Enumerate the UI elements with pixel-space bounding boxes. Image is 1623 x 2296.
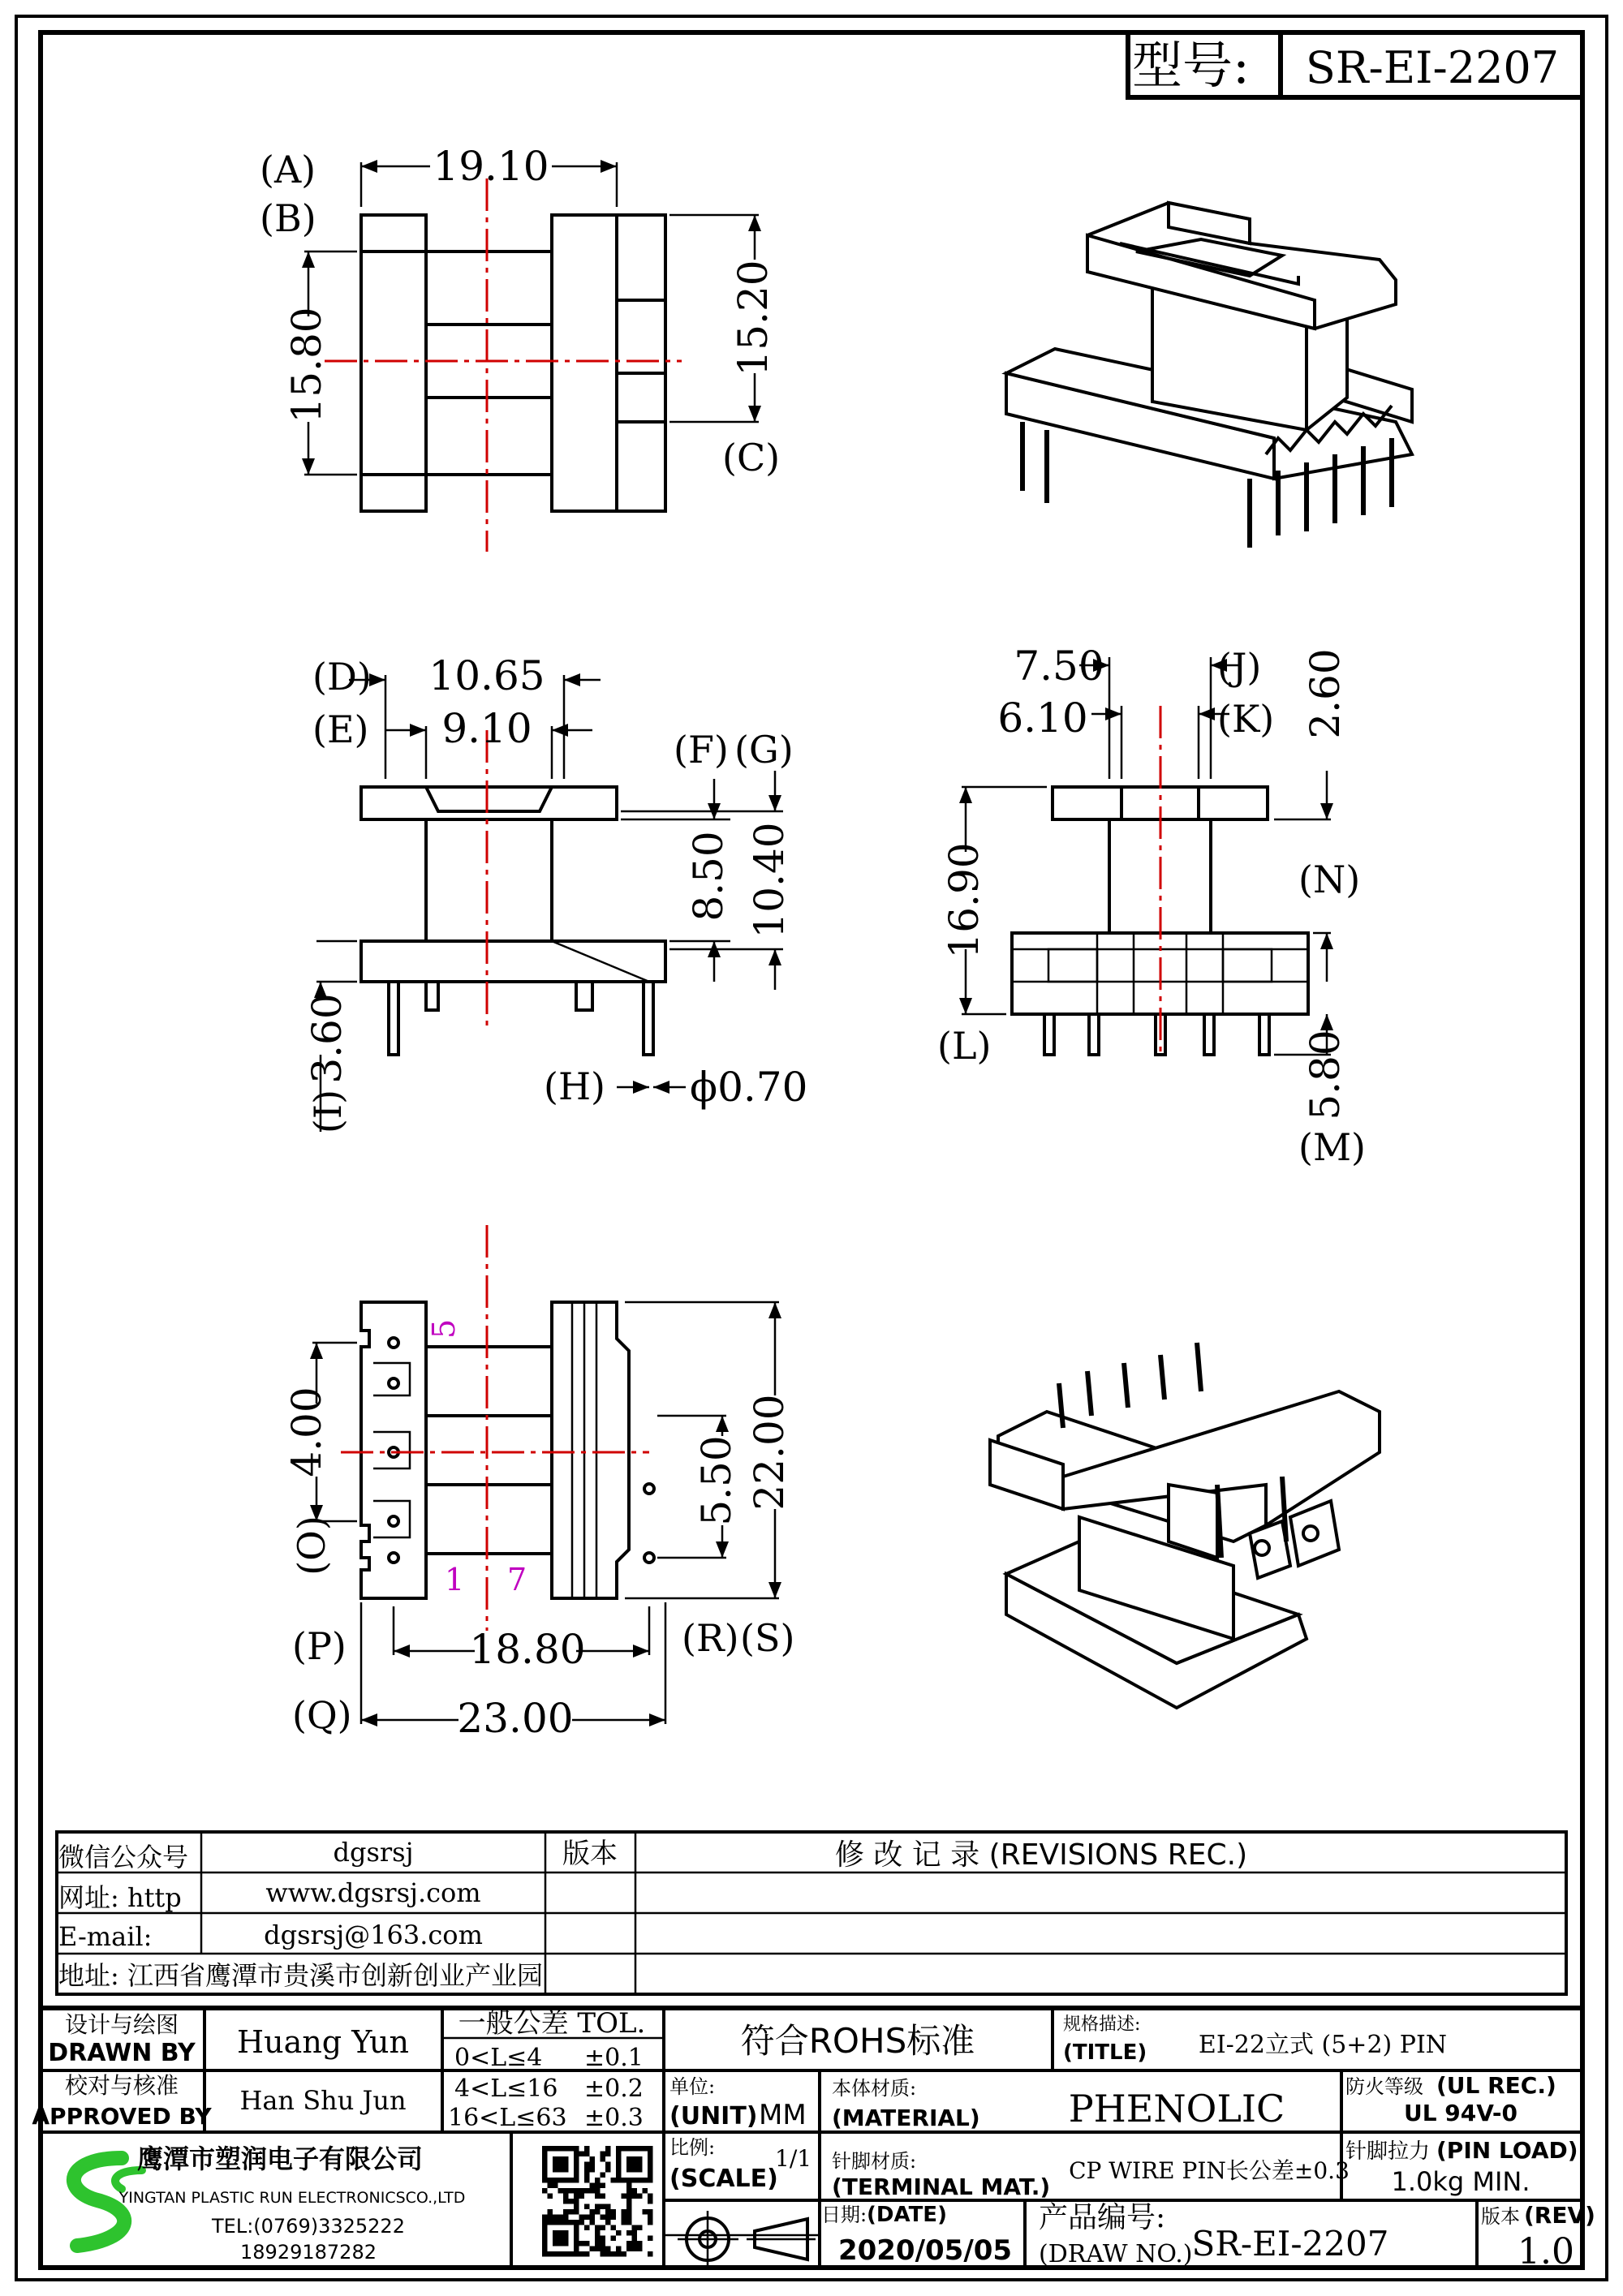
label-o: (O): [290, 1516, 334, 1576]
scale-en: (SCALE): [669, 2165, 778, 2193]
dim-d: 10.65: [428, 652, 545, 699]
date-cn: 日期:: [821, 2204, 867, 2226]
rev-cn: 版本: [1481, 2205, 1520, 2228]
dim-f: 8.50: [685, 831, 732, 922]
top-view: [304, 162, 759, 552]
label-b: (B): [260, 196, 316, 240]
company-name-en: YINGTAN PLASTIC RUN ELECTRONICSCO.,LTD: [118, 2189, 466, 2207]
label-f: (F): [674, 728, 729, 772]
date-value: 2020/05/05: [837, 2234, 1013, 2267]
scale-value: 1/1: [775, 2145, 812, 2172]
dim-s: 22.00: [746, 1394, 793, 1511]
model-value: SR-EI-2207: [1305, 42, 1560, 93]
tol-range-3: 16<L≤63: [448, 2104, 567, 2132]
material-cn: 本体材质:: [832, 2077, 917, 2100]
dim-h: ϕ0.70: [690, 1064, 808, 1111]
drawno-value: SR-EI-2207: [1191, 2224, 1389, 2264]
label-r: (R): [682, 1616, 739, 1660]
outer-border: [16, 16, 1607, 2280]
label-i: (I): [306, 1089, 350, 1134]
label-g: (G): [734, 728, 794, 772]
dim-r: 5.50: [693, 1435, 740, 1526]
label-p: (P): [292, 1624, 347, 1668]
model-header: [1128, 32, 1582, 97]
dim-j: 7.50: [1014, 643, 1104, 690]
rohs-text: 符合ROHS标准: [740, 2021, 975, 2061]
label-a: (A): [260, 148, 316, 191]
material-en: (MATERIAL): [832, 2105, 980, 2131]
version-header: 版本: [562, 1838, 618, 1870]
date-en: (DATE): [867, 2203, 947, 2227]
dim-width-a: 19.10: [433, 143, 549, 190]
info-value-website[interactable]: www.dgsrsj.com: [265, 1877, 481, 1908]
pin-number-1: 1: [445, 1562, 465, 1597]
pinload-value: 1.0kg MIN.: [1391, 2166, 1530, 2197]
label-h: (H): [544, 1064, 606, 1108]
company-mobile: 18929187282: [240, 2241, 377, 2264]
fire-value: UL 94V-0: [1403, 2100, 1518, 2126]
company-tel: TEL:(0769)3325222: [212, 2215, 405, 2238]
tol-val-2: ±0.2: [584, 2075, 644, 2103]
pinload-cn: 针脚拉力: [1345, 2139, 1431, 2164]
label-e: (E): [312, 707, 369, 751]
revisions-header: 修 改 记 录 (REVISIONS REC.): [834, 1838, 1248, 1872]
dim-g: 10.40: [746, 822, 793, 939]
label-l: (L): [937, 1024, 992, 1068]
dim-q: 23.00: [457, 1695, 574, 1742]
dim-height-b: 15.80: [283, 307, 330, 424]
dim-m: 5.80: [1302, 1030, 1349, 1120]
unit-cn: 单位:: [669, 2075, 716, 2098]
fire-en: (UL REC.): [1436, 2072, 1556, 2099]
drawn-by-en: DRAWN BY: [48, 2039, 196, 2067]
terminal-en: (TERMINAL MAT.): [832, 2173, 1051, 2200]
drawn-by-cn: 设计与绘图: [64, 2011, 179, 2038]
pin-number-5: 5: [426, 1318, 462, 1339]
material-value: PHENOLIC: [1068, 2087, 1285, 2130]
title-cn: 规格描述:: [1063, 2014, 1141, 2035]
company-name-cn: 鹰潭市塑润电子有限公司: [136, 2143, 424, 2174]
rev-en: (REV): [1524, 2202, 1595, 2229]
dim-p: 18.80: [469, 1626, 586, 1673]
terminal-cn: 针脚材质:: [832, 2150, 917, 2173]
qr-code[interactable]: [542, 2146, 653, 2257]
dim-n: 2.60: [1302, 648, 1349, 739]
info-key-wechat: 微信公众号: [58, 1842, 189, 1872]
label-s: (S): [740, 1616, 795, 1660]
tol-range-2: 4<L≤16: [454, 2075, 558, 2103]
label-d: (D): [312, 655, 372, 699]
iso-view-bottom: [990, 1343, 1380, 1708]
tol-range-1: 0<L≤4: [454, 2044, 543, 2072]
dim-e: 9.10: [441, 705, 532, 752]
info-value-wechat: dgsrsj: [333, 1837, 414, 1868]
approved-by-en: APPROVED BY: [32, 2103, 212, 2130]
dim-height-c: 15.20: [730, 260, 777, 376]
rev-value: 1.0: [1518, 2231, 1574, 2272]
pinload-en: (PIN LOAD): [1436, 2137, 1578, 2164]
label-n: (N): [1298, 858, 1361, 901]
dim-o: 4.00: [283, 1387, 330, 1477]
scale-cn: 比例:: [669, 2136, 716, 2159]
drawno-cn: 产品编号:: [1039, 2201, 1166, 2234]
model-label: 型号:: [1132, 36, 1250, 95]
label-c: (C): [722, 436, 781, 479]
label-m: (M): [1298, 1125, 1366, 1169]
tol-title: 一般公差 TOL.: [458, 2007, 646, 2040]
label-k: (K): [1217, 697, 1275, 741]
iso-view-top: [1006, 203, 1412, 548]
unit-value: MM: [759, 2099, 807, 2131]
fire-cn: 防火等级: [1345, 2075, 1423, 2098]
title-en: (TITLE): [1063, 2040, 1147, 2065]
dim-l: 16.90: [941, 842, 988, 959]
approved-by-cn: 校对与核准: [64, 2072, 179, 2099]
info-address: 地址: 江西省鹰潭市贵溪市创新创业产业园: [58, 1960, 543, 1991]
dim-k: 6.10: [997, 694, 1088, 742]
tol-val-1: ±0.1: [584, 2044, 644, 2072]
terminal-value: CP WIRE PIN长公差±0.3: [1069, 2157, 1350, 2184]
drawn-by-name: Huang Yun: [237, 2024, 409, 2060]
info-key-email: E-mail:: [58, 1921, 153, 1952]
label-j: (J): [1217, 645, 1262, 689]
info-key-website: 网址: http: [58, 1882, 182, 1913]
unit-en: (UNIT): [669, 2102, 758, 2130]
drawno-en: (DRAW NO.): [1039, 2240, 1193, 2268]
tol-val-3: ±0.3: [584, 2104, 644, 2132]
label-q: (Q): [292, 1693, 352, 1737]
info-value-email[interactable]: dgsrsj@163.com: [264, 1920, 483, 1950]
pin-number-7: 7: [507, 1562, 527, 1597]
projection-symbol: [678, 2211, 816, 2268]
approved-by-name: Han Shu Jun: [239, 2085, 407, 2116]
dim-i: 3.60: [304, 993, 351, 1084]
title-value: EI-22立式 (5+2) PIN: [1198, 2031, 1448, 2059]
